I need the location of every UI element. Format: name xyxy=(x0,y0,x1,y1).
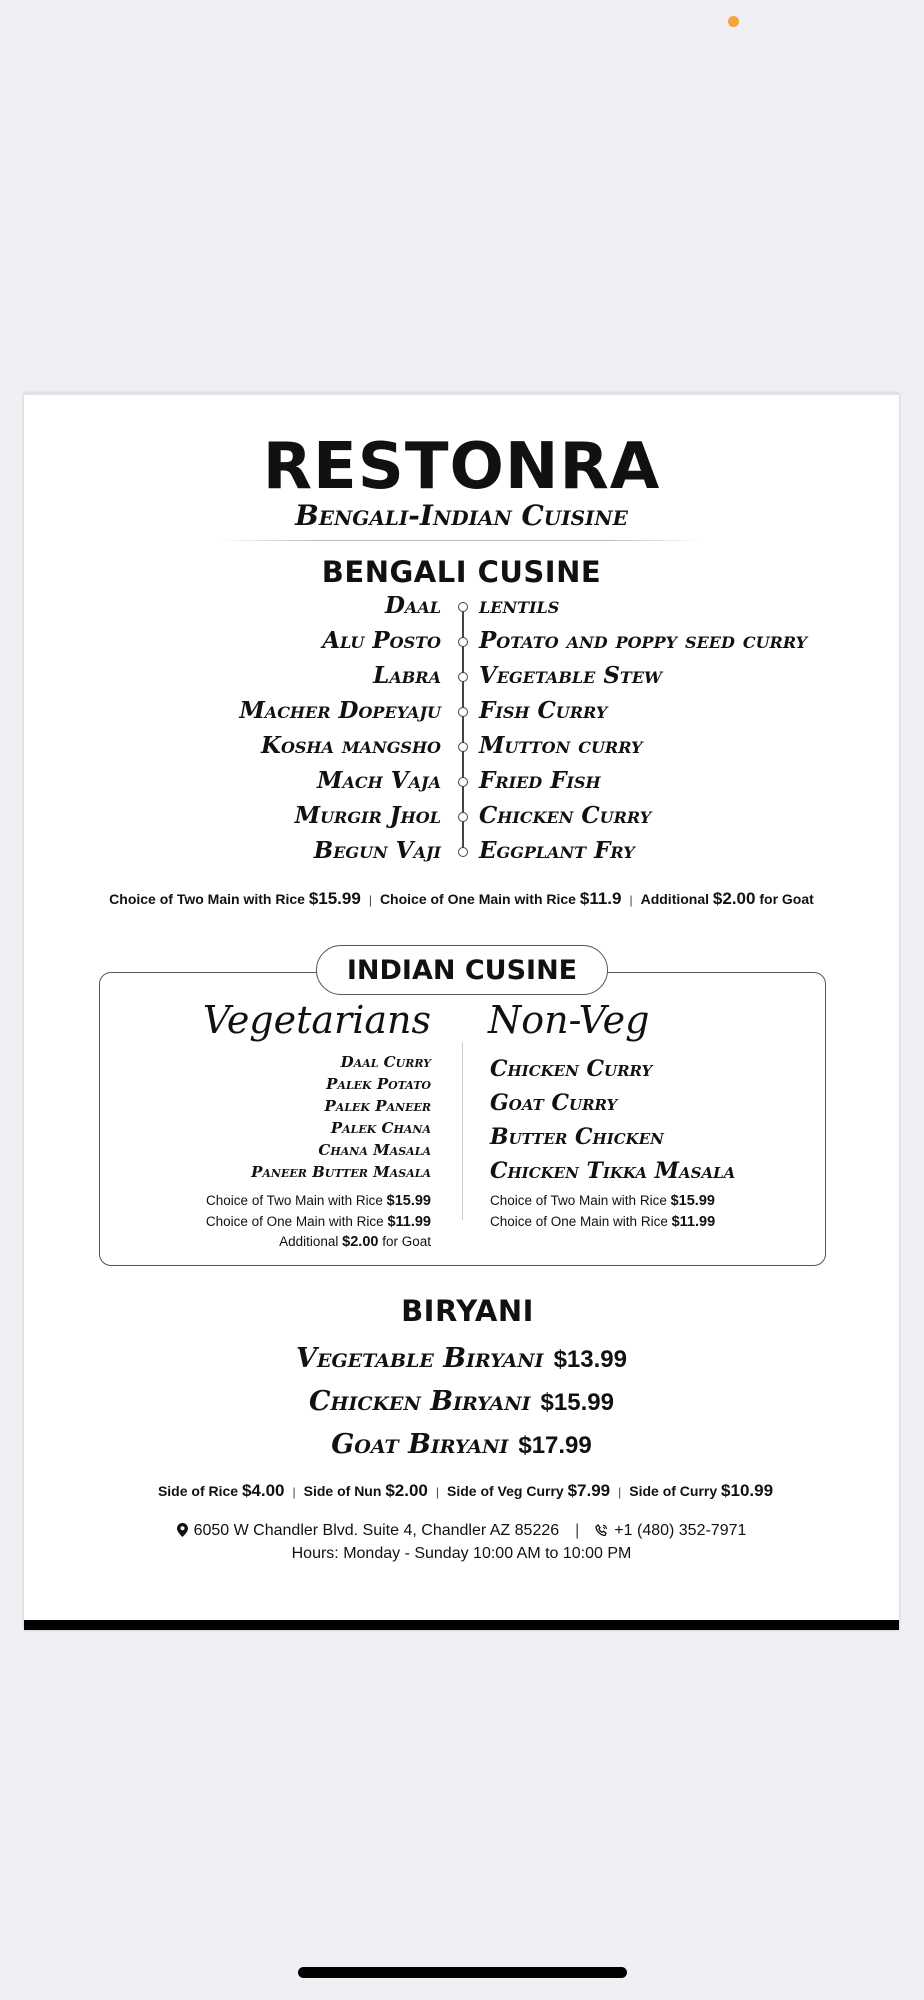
price-label: Choice of One Main with Rice xyxy=(205,1213,384,1229)
bengali-item-name: Alu Posto xyxy=(322,627,441,654)
veg-item: Chana Masala xyxy=(318,1141,431,1159)
veg-item: Palek Chana xyxy=(330,1119,431,1137)
bengali-item-name: Mach Vaja xyxy=(317,767,441,794)
bengali-pricing xyxy=(24,889,899,909)
side-price: $7.99 xyxy=(567,1481,611,1500)
price-label: Additional xyxy=(279,1234,339,1249)
price-amount: $2.00 xyxy=(342,1234,379,1250)
veg-item-list xyxy=(251,1051,431,1183)
side-price: $2.00 xyxy=(385,1481,428,1500)
biryani-item xyxy=(24,1343,899,1374)
timeline-node xyxy=(458,812,468,822)
side-label: Side of Veg Curry xyxy=(446,1483,564,1499)
bengali-item-name: Murgir Jhol xyxy=(294,802,441,829)
veg-item: Palek Paneer xyxy=(324,1097,431,1115)
bengali-item-name: Begun Vaji xyxy=(313,837,441,864)
nonveg-pricing xyxy=(490,1191,715,1232)
contact-separator: | xyxy=(575,1522,580,1539)
biryani-name: Chicken Biryani xyxy=(309,1386,531,1417)
restaurant-name: RESTONRA xyxy=(262,430,661,504)
bengali-item-desc: Fried Fish xyxy=(479,767,601,794)
price-label: Choice of Two Main with Rice xyxy=(109,891,305,907)
biryani-item xyxy=(24,1429,899,1460)
phone-icon xyxy=(595,1524,608,1542)
nonveg-heading: Non-Veg xyxy=(488,998,650,1042)
opening-hours: Hours: Monday - Sunday 10:00 AM to 10:00 PM xyxy=(291,1545,632,1562)
side-price: $4.00 xyxy=(241,1481,285,1500)
price-label: Choice of Two Main with Rice xyxy=(490,1193,667,1208)
veg-item: Daal Curry xyxy=(340,1053,431,1071)
location-pin-icon xyxy=(177,1523,188,1542)
side-label: Side of Nun xyxy=(303,1483,382,1499)
phone-number[interactable]: +1 (480) 352-7971 xyxy=(614,1522,747,1539)
sides-pricing xyxy=(28,1481,903,1501)
bengali-item xyxy=(24,730,899,765)
price-amount: $11.99 xyxy=(387,1213,431,1230)
bengali-item-desc: Eggplant Fry xyxy=(479,837,635,864)
price-separator: | xyxy=(435,1485,439,1499)
price-label: Choice of One Main with Rice xyxy=(379,891,576,907)
veg-price-line xyxy=(206,1212,431,1233)
veg-price-line xyxy=(206,1191,431,1212)
price-suffix: for Goat xyxy=(382,1234,431,1249)
bengali-item xyxy=(24,800,899,835)
bengali-item-name: Kosha mangsho xyxy=(260,732,441,759)
bengali-item xyxy=(24,835,899,870)
price-separator: | xyxy=(618,1485,622,1499)
privacy-indicator-dot xyxy=(728,16,739,27)
price-amount: $11.99 xyxy=(671,1213,716,1230)
bengali-item-name: Macher Dopeyaju xyxy=(239,697,441,724)
indian-section-title: INDIAN CUSINE xyxy=(316,945,608,995)
veg-item: Palek Potato xyxy=(326,1075,431,1093)
bengali-item-desc: Mutton curry xyxy=(479,732,643,759)
price-amount: $15.99 xyxy=(308,889,361,908)
nonveg-item: Butter Chicken xyxy=(490,1124,664,1150)
bengali-item-desc: lentils xyxy=(479,592,560,619)
address-text: 6050 W Chandler Blvd. Suite 4, Chandler AZ 85226 xyxy=(193,1522,560,1539)
price-label: Choice of Two Main with Rice xyxy=(206,1193,383,1208)
timeline-node xyxy=(458,637,468,647)
price-suffix: for Goat xyxy=(759,891,814,907)
bengali-item-desc: Potato and poppy seed curry xyxy=(479,627,808,654)
bengali-item-desc: Chicken Curry xyxy=(479,802,652,829)
nonveg-item: Chicken Curry xyxy=(490,1056,653,1082)
header-divider xyxy=(219,540,704,541)
biryani-price: $13.99 xyxy=(553,1346,627,1373)
biryani-price: $15.99 xyxy=(540,1389,614,1416)
nonveg-price-line xyxy=(490,1212,715,1233)
price-separator: | xyxy=(292,1485,296,1499)
veg-price-line xyxy=(206,1232,431,1253)
nonveg-item-list xyxy=(490,1052,735,1188)
price-label: Choice of One Main with Rice xyxy=(490,1213,668,1229)
bengali-item-desc: Vegetable Stew xyxy=(479,662,663,689)
side-label: Side of Curry xyxy=(629,1483,718,1499)
side-label: Side of Rice xyxy=(157,1483,239,1499)
biryani-price: $17.99 xyxy=(518,1432,592,1459)
bengali-item xyxy=(24,765,899,800)
price-amount: $15.99 xyxy=(386,1193,431,1209)
bengali-item-name: Daal xyxy=(384,592,441,619)
veg-item: Paneer Butter Masala xyxy=(251,1163,431,1181)
veg-heading: Vegetarians xyxy=(202,998,431,1042)
side-price: $10.99 xyxy=(721,1481,774,1500)
restaurant-tagline: Bengali-Indian Cuisine xyxy=(295,499,628,532)
biryani-item xyxy=(24,1386,899,1417)
bengali-item-desc: Fish Curry xyxy=(479,697,608,724)
timeline-node xyxy=(458,672,468,682)
timeline-node xyxy=(458,847,468,857)
timeline-node xyxy=(458,777,468,787)
price-separator: | xyxy=(368,893,372,907)
biryani-name: Vegetable Biryani xyxy=(296,1343,544,1374)
price-separator: | xyxy=(629,893,633,907)
bengali-item-name: Labra xyxy=(373,662,441,689)
card-bottom-bar xyxy=(24,1620,899,1630)
home-indicator[interactable] xyxy=(298,1967,627,1978)
price-amount: $15.99 xyxy=(670,1193,715,1209)
bengali-item xyxy=(24,660,899,695)
bengali-item xyxy=(24,625,899,660)
biryani-name: Goat Biryani xyxy=(331,1429,509,1460)
nonveg-item: Chicken Tikka Masala xyxy=(490,1158,736,1184)
biryani-section-title: BIRYANI xyxy=(401,1294,534,1328)
bengali-item xyxy=(24,695,899,730)
nonveg-item: Goat Curry xyxy=(490,1090,618,1116)
timeline-node xyxy=(458,602,468,612)
price-amount: $2.00 xyxy=(712,889,756,908)
menu-image xyxy=(24,393,899,1630)
nonveg-price-line xyxy=(490,1191,715,1212)
footer-contact xyxy=(24,1522,899,1542)
veg-pricing xyxy=(206,1191,431,1253)
timeline-node xyxy=(458,707,468,717)
timeline-node xyxy=(458,742,468,752)
price-label: Additional xyxy=(640,891,710,907)
bengali-item xyxy=(24,590,899,625)
bengali-section-title: BENGALI CUSINE xyxy=(321,555,602,589)
price-amount: $11.9 xyxy=(579,889,622,908)
veg-nonveg-divider xyxy=(462,1042,463,1220)
